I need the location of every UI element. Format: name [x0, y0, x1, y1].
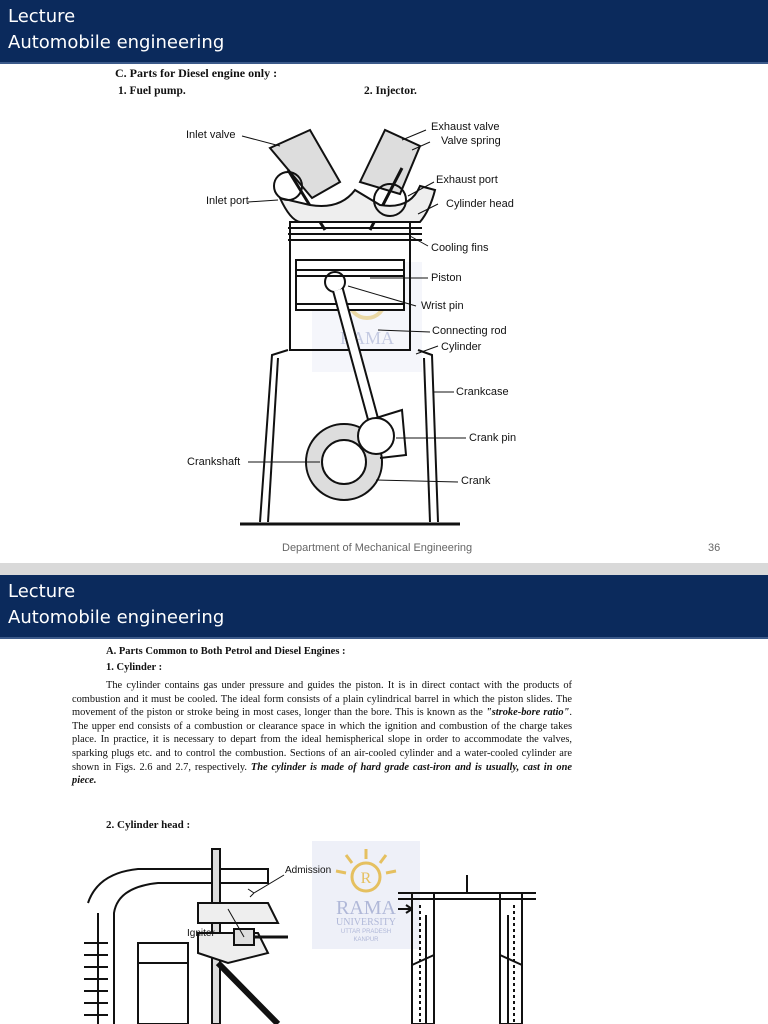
label-cylinder: Cylinder: [441, 341, 482, 353]
label-crank: Crank: [461, 475, 491, 487]
header-lecture: Lecture: [8, 6, 76, 27]
label-exhaust-port: Exhaust port: [436, 174, 498, 186]
label-igniter: Igniter: [187, 928, 215, 939]
svg-text:R: R: [360, 870, 372, 887]
label-crank-pin: Crank pin: [469, 432, 517, 444]
cylinder-section-diagram: [398, 875, 538, 1024]
watermark-state: UTTAR PRADESH: [340, 929, 392, 935]
label-cylinder-head: Cylinder head: [446, 198, 514, 210]
label-crankcase: Crankcase: [456, 386, 509, 398]
footer-department: Department of Mechanical Engineering: [282, 542, 473, 554]
label-piston: Piston: [431, 272, 462, 284]
label-connecting-rod: Connecting rod: [432, 325, 507, 337]
label-crankshaft: Crankshaft: [187, 456, 241, 468]
watermark-university: UNIVERSITY: [336, 917, 396, 928]
slide-37: [0, 575, 768, 1024]
footer-page-number: 36: [708, 542, 721, 554]
label-admission: Admission: [285, 865, 332, 876]
watermark-city: KANPUR: [353, 937, 379, 943]
label-valve-spring: Valve spring: [441, 135, 501, 147]
header-course: Automobile engineering: [8, 32, 225, 53]
label-inlet-port: Inlet port: [206, 195, 249, 207]
item-cylinder-head: 2. Cylinder head :: [106, 819, 191, 831]
slide-header: [0, 575, 768, 639]
cylinder-paragraph: [72, 679, 572, 788]
watermark-rama: RAMA: [335, 897, 396, 919]
slide-separator: [0, 563, 768, 575]
paragraph-text-2: . The upper end consists of a combustion or clearance space in which the ignition and combustion of the charge takes place. In practice, it is necessary to depart from the ideal hemispherical slope in order to accommodate the valves, sparking plugs etc. and to control the combustion. Sections of an air-cooled cylinder and a water-cooled cylinder are shown in Figs. 2.6 and 2.7, respectively.: [72, 707, 573, 773]
paragraph-text-1: The cylinder contains gas under pressure and guides the piston. It is in direct contact with the products of combustion and it must be cooled. The ideal form consists of a plain cylindrical barrel in which the piston slides. The movement of the piston or stroke being in most cases, longer than the bore. This is known as the: [72, 680, 572, 719]
label-exhaust-valve: Exhaust valve: [431, 121, 500, 133]
label-wrist-pin: Wrist pin: [421, 300, 464, 312]
item-injector: 2. Injector.: [364, 85, 417, 97]
slide-header: [0, 0, 768, 64]
item-fuel-pump: 1. Fuel pump.: [118, 85, 186, 97]
section-title: A. Parts Common to Both Petrol and Diesel Engines :: [106, 646, 346, 657]
header-lecture: Lecture: [8, 581, 76, 602]
header-course: Automobile engineering: [8, 607, 225, 628]
item-cylinder: 1. Cylinder :: [106, 662, 163, 673]
label-inlet-valve: Inlet valve: [186, 129, 236, 141]
section-title: C. Parts for Diesel engine only :: [115, 66, 278, 80]
label-cooling-fins: Cooling fins: [431, 242, 489, 254]
paragraph-italic-conclusion: The cylinder is made of hard grade cast-iron and is usually, cast in one piece.: [72, 761, 572, 787]
svg-text:RAMA: RAMA: [339, 328, 395, 348]
paragraph-emphasis: "stroke-bore ratio": [485, 707, 570, 719]
